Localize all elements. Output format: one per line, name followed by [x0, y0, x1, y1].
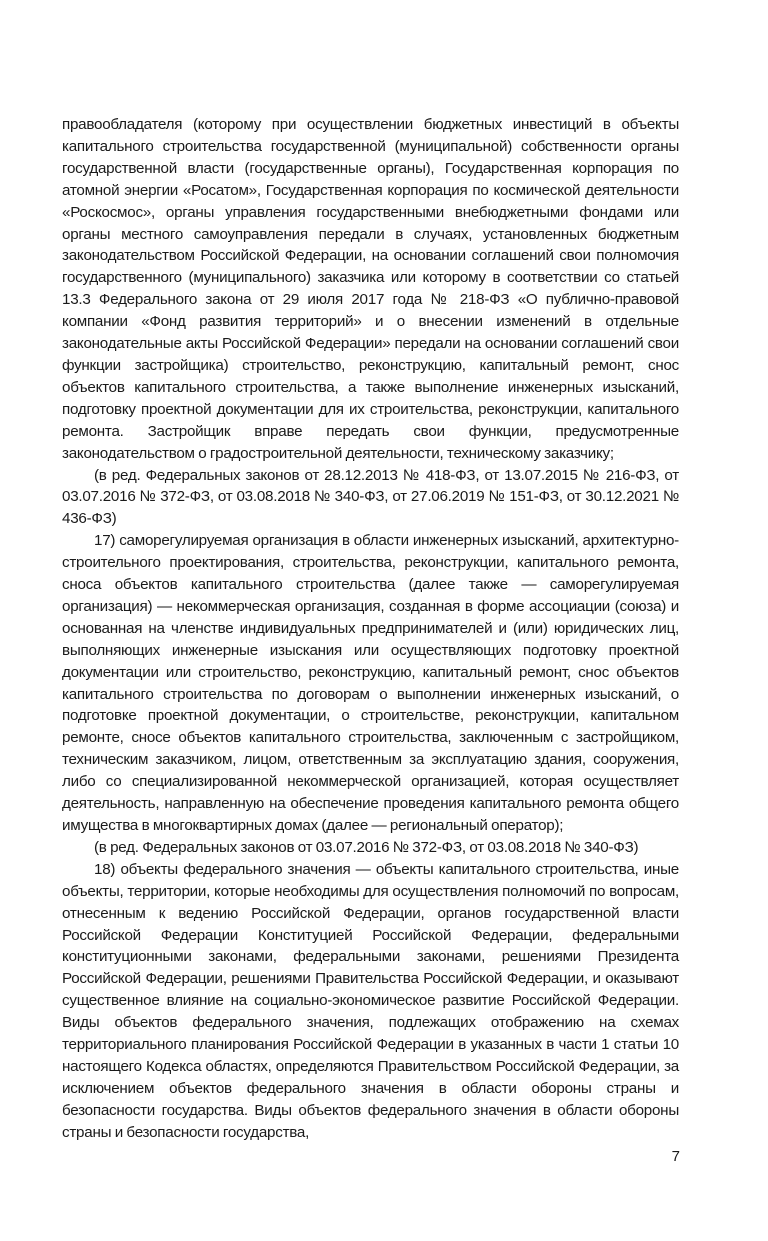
paragraph-item-18: 18) объекты федерального значения — объекты капитального строительства, иные объекты, территории, которые необходимы для осуществления полномочий по вопросам, отнесенным к ведению Российской Федерации, органов государственной власти Российской Федерации Конституцией Российской Федерации, федеральными конституционными законами, федеральными законами, решениями Президента Российской Федерации, решениями Правительства Российской Федерации, и оказывают существенное влияние на социально-экономическое развитие Российской Федерации. Виды объектов федерального значения, подлежащих отображению на схемах территориального планирования Российской Федерации в указанных в части 1 статьи 10 настоящего Кодекса областях, определяются Правительством Российской Федерации, за исключением объектов федерального значения в области обороны страны и безопасности государства. Виды объектов федерального значения в области обороны страны и безопасности государства,	[62, 860, 679, 1141]
page-body	[62, 114, 679, 1144]
paragraph-continuation: правообладателя (которому при осуществлении бюджетных инвестиций в объекты капитального строительства государственной (муниципальной) собственности органы государственной власти (государственные органы), Государственная корпорация по атомной энергии «Росатом», Государственная корпорация по космической деятельности «Роскосмос», органы управления государственными внебюджетными фондами или органы местного самоуправления передали в случаях, установленных бюджетным законодательством Российской Федерации, на основании соглашений свои полномочия государственного (муниципального) заказчика или которому в соответствии со статьей 13.3 Федерального закона от 29 июля 2017 года № 218-ФЗ «О публично-правовой компании «Фонд развития территорий» и о внесении изменений в отдельные законодательные акты Российской Федерации» передали на основании соглашений свои функции застройщика) строительство, реконструкцию, капитальный ремонт, снос объектов капитального строительства, а также выполнение инженерных изысканий, подготовку проектной документации для их строительства, реконструкции, капитального ремонта. Застройщик вправе передать свои функции, предусмотренные законодательством о градостроительной деятельности, техническому заказчику;	[62, 116, 679, 462]
paragraph-amendment-note-17: (в ред. Федеральных законов от 03.07.2016 № 372-ФЗ, от 03.08.2018 № 340-ФЗ)	[94, 838, 639, 856]
page-number: 7	[671, 1148, 680, 1165]
paragraph-item-17: 17) саморегулируемая организация в области инженерных изысканий, архитектурно-строительного проектирования, строительства, реконструкции, капитального ремонта, сноса объектов капитального строительства (далее также — саморегулируемая организация) — некоммерческая организация, созданная в форме ассоциации (союза) и основанная на членстве индивидуальных предпринимателей и (или) юридических лиц, выполняющих инженерные изыскания или осуществляющих подготовку проектной документации или строительство, реконструкцию, капитальный ремонт, снос объектов капитального строительства по договорам о выполнении инженерных изысканий, о подготовке проектной документации, о строительстве, реконструкции, капитальном ремонте, сносе объектов капитального строительства, заключенным с застройщиком, техническим заказчиком, лицом, ответственным за эксплуатацию здания, сооружения, либо со специализированной некоммерческой организацией, которая осуществляет деятельность, направленную на обеспечение проведения капитального ремонта общего имущества в многоквартирных домах (далее — региональный оператор);	[62, 532, 679, 834]
paragraph-amendment-note: (в ред. Федеральных законов от 28.12.2013 № 418-ФЗ, от 13.07.2015 № 216-ФЗ, от 03.07.2016 № 372-ФЗ, от 03.08.2018 № 340-ФЗ, от 27.06.2019 № 151-ФЗ, от 30.12.2021 № 436-ФЗ)	[62, 466, 679, 528]
